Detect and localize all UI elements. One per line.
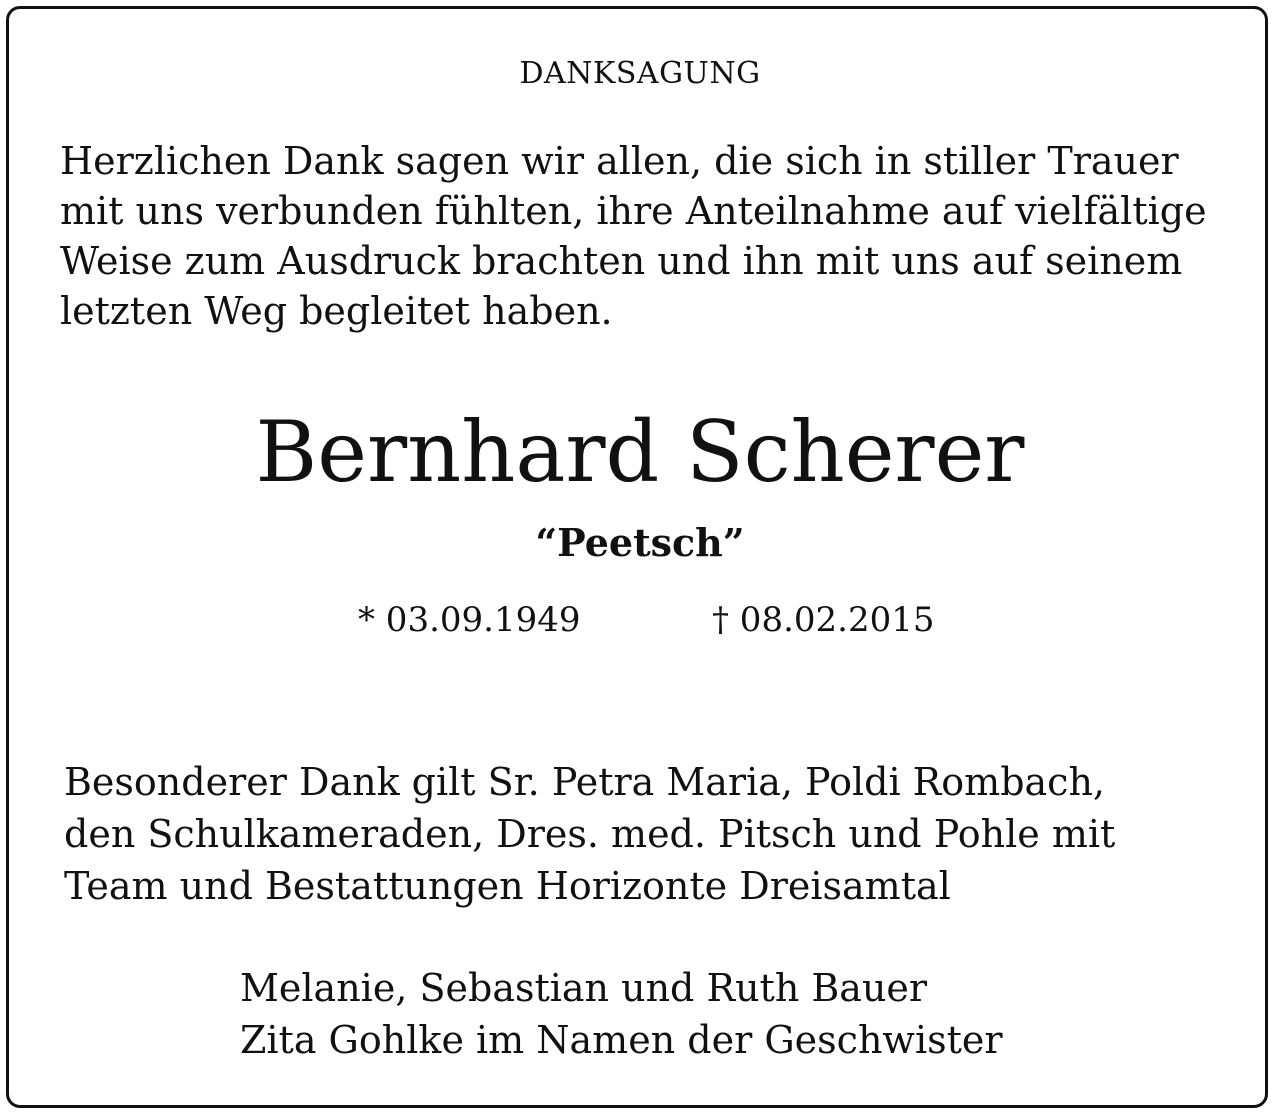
signature-line: Zita Gohlke im Namen der Geschwister xyxy=(240,1018,1003,1062)
signature-line: Melanie, Sebastian und Ruth Bauer xyxy=(240,966,928,1010)
deceased-nickname: “Peetsch” xyxy=(535,520,745,565)
intro-line: mit uns verbunden fühlten, ihre Anteilnahme auf vielfältige xyxy=(60,189,1207,233)
intro-line: Herzlichen Dank sagen wir allen, die sich in stiller Trauer xyxy=(60,139,1179,183)
special-thanks-paragraph xyxy=(64,756,1244,912)
deceased-name: Bernhard Scherer xyxy=(255,403,1025,501)
notice-heading: DANKSAGUNG xyxy=(519,56,761,91)
intro-paragraph xyxy=(60,136,1240,336)
intro-line: letzten Weg begleitet haben. xyxy=(60,289,613,333)
thanks-line: Team und Bestattungen Horizonte Dreisamtal xyxy=(64,864,951,908)
death-date: † 08.02.2015 xyxy=(712,600,935,640)
signature-block xyxy=(240,962,1240,1066)
intro-line: Weise zum Ausdruck brachten und ihn mit uns auf seinem xyxy=(60,239,1183,283)
thanks-line: den Schulkameraden, Dres. med. Pitsch und Pohle mit xyxy=(64,812,1116,856)
birth-date: * 03.09.1949 xyxy=(358,600,581,640)
thanks-line: Besonderer Dank gilt Sr. Petra Maria, Poldi Rombach, xyxy=(64,760,1106,804)
